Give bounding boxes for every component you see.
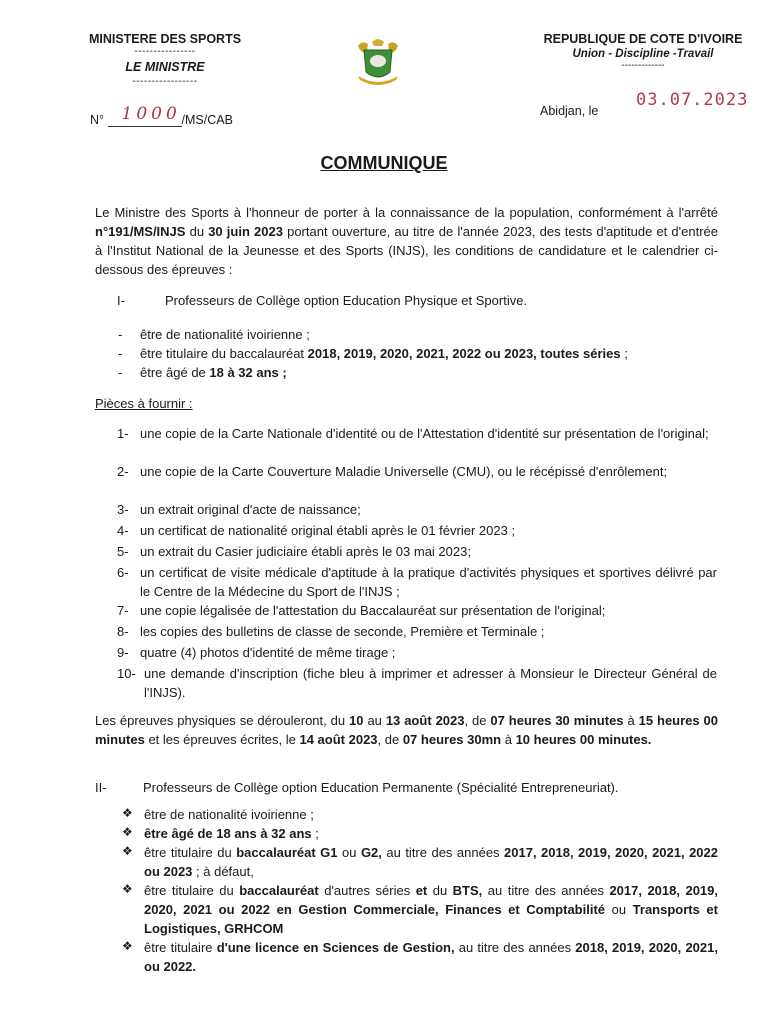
condition-item: - être de nationalité ivoirienne ;: [118, 327, 310, 342]
condition-text: être titulaire du baccalauréat G1 ou G2, au titre des années 2017, 2018, 2019, 2020, 2021, 2022 ou 2023 ; à défaut,: [144, 845, 718, 879]
diamond-bullet-icon: ❖: [122, 806, 133, 820]
condition-item: [122, 938, 718, 976]
condition-text: être titulaire d'une licence en Sciences de Gestion, au titre des années 2018, 2019, 2020, 2021, ou 2022.: [144, 940, 718, 974]
condition-item: [122, 881, 718, 938]
intro-text: Le Ministre des Sports à l'honneur de porter à la connaissance de la population, conformément à l'arrêté: [95, 205, 718, 220]
section-2-heading: [95, 780, 619, 795]
list-item: 3- un extrait original d'acte de naissance;: [117, 502, 361, 517]
list-item: 6- un certificat de visite médicale d'aptitude à la pratique d'activités physiques et sportives délivré par le Centre de la Médecine du Sport de l'INJS ;: [117, 565, 717, 599]
list-item: 1- une copie de la Carte Nationale d'identité ou de l'Attestation d'identité sur présentation de l'original;: [117, 426, 709, 441]
list-item: 10- une demande d'inscription (fiche bleu à imprimer et adresser à Monsieur le Directeur Général de l'INJS).: [117, 666, 717, 700]
diamond-bullet-icon: ❖: [122, 939, 133, 953]
republic-header: [528, 32, 758, 72]
list-item: 2- une copie de la Carte Couverture Maladie Universelle (CMU), ou le récépissé d'enrôlement;: [117, 464, 668, 479]
list-item: 5- un extrait du Casier judiciaire établi après le 03 mai 2023;: [117, 544, 471, 559]
document-title: [0, 153, 768, 174]
condition-item: - être titulaire du baccalauréat 2018, 2019, 2020, 2021, 2022 ou 2023, toutes séries ;: [118, 346, 628, 361]
condition-text: être titulaire du baccalauréat d'autres séries et du BTS, au titre des années 2017, 2018, 2019, 2020, 2021 ou 2022 en Gestion Commerciale, Finances et Comptabilité ou Transports et Logistiques, GRHCOM: [144, 883, 718, 936]
reference-number: [90, 104, 233, 127]
section-title: Professeurs de Collège option Education Physique et Sportive.: [165, 293, 528, 308]
condition-text: être de nationalité ivoirienne ;: [144, 807, 314, 822]
intro-bold: n°191/MS/INJS: [95, 224, 186, 239]
condition-text: être âgé de 18 ans à 32 ans ;: [144, 826, 319, 841]
place-label: Abidjan, le: [540, 104, 599, 118]
date-stamp: 03.07.2023: [636, 90, 749, 110]
diamond-bullet-icon: ❖: [122, 844, 133, 858]
list-item: 7- une copie légalisée de l'attestation du Baccalauréat sur présentation de l'original;: [117, 603, 606, 618]
divider: -------------: [621, 60, 665, 71]
schedule-paragraph: Les épreuves physiques se dérouleront, du 10 au 13 août 2023, de 07 heures 30 minutes à 15 heures 00 minutes et les épreuves écrites, le 14 août 2023, de 07 heures 30mn à 10 heures 00 minutes.: [95, 713, 719, 747]
reference-suffix: /MS/CAB: [181, 113, 233, 127]
intro-paragraph: [95, 203, 718, 279]
ministry-name: MINISTERE DES SPORTS: [88, 32, 242, 46]
intro-text: du: [185, 224, 209, 239]
diamond-bullet-icon: ❖: [122, 825, 133, 839]
condition-item: [122, 805, 718, 824]
republic-name: REPUBLIQUE DE COTE D'IVOIRE: [543, 32, 743, 46]
condition-item: [122, 824, 718, 843]
section-number: II-: [95, 780, 107, 795]
divider: -----------------: [132, 76, 198, 87]
list-item: 4- un certificat de nationalité original établi après le 01 février 2023 ;: [117, 523, 516, 538]
condition-item: [122, 843, 718, 881]
condition-item: - être âgé de 18 à 32 ans ;: [118, 365, 287, 380]
divider: ----------------: [134, 46, 196, 57]
reference-handwritten-number: 1000: [121, 104, 181, 124]
pieces-heading: Pièces à fournir :: [95, 396, 193, 411]
list-item: 8- les copies des bulletins de classe de seconde, Première et Terminale ;: [117, 624, 545, 639]
section-title: Professeurs de Collège option Education Permanente (Spécialité Entrepreneuriat).: [143, 780, 619, 795]
intro-bold: 30 juin 2023: [208, 224, 283, 239]
ministry-header: [60, 32, 270, 88]
national-motto: Union - Discipline -Travail: [572, 48, 714, 60]
minister-title: LE MINISTRE: [125, 60, 205, 74]
coat-of-arms-icon: [352, 36, 404, 88]
diamond-bullet-icon: ❖: [122, 882, 133, 896]
section-1-heading: [117, 293, 527, 308]
reference-line: [108, 104, 182, 127]
title-text: COMMUNIQUE: [320, 153, 448, 173]
intro-text: portant ouverture, au titre de l'année 2023, des tests d'aptitude et d'entrée à l'Institut National de la Jeunesse et des Sports (INJS), les conditions de candidature et le calendrier ci-dessous des épreuves :: [95, 224, 718, 277]
reference-prefix: N°: [90, 113, 105, 127]
list-item: 9- quatre (4) photos d'identité de même tirage ;: [117, 645, 396, 660]
section-number: I-: [117, 293, 125, 308]
